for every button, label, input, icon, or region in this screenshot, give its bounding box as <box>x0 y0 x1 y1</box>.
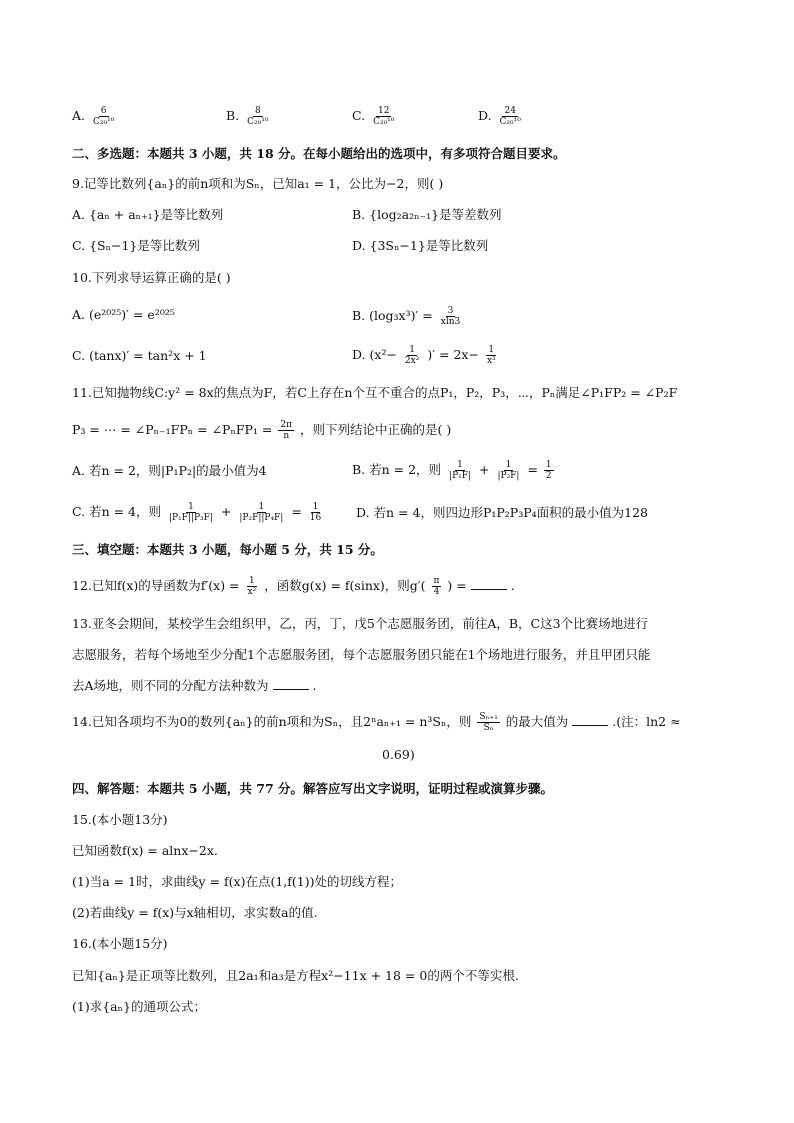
numerator: 12 <box>378 106 390 116</box>
q11-option-b <box>352 460 556 481</box>
q13-line1: 13.亚冬会期间，某校学生会组织甲，乙，丙，丁，戊5个志愿服务团，前往A，B，C这3个比赛场地进行 <box>72 616 649 631</box>
answer-blank[interactable] <box>471 577 507 590</box>
q10-option-a: A. (e²⁰²⁵)′ = e²⁰²⁵ <box>72 307 175 322</box>
option-letter: D. <box>478 108 492 123</box>
q9-option-c: C. {Sₙ−1}是等比数列 <box>72 238 200 253</box>
q14-line1 <box>72 712 681 733</box>
stem-text: .(注：ln2 ≈ <box>612 714 681 729</box>
numerator: 1 <box>457 460 463 470</box>
section-heading-solutions: 四、解答题：本题共 5 小题，共 77 分。解答应写出文字说明，证明过程或演算步骤。 <box>72 781 554 796</box>
stem-text: ，函数g(x) = f(sinx)，则g′( <box>264 578 426 593</box>
fraction <box>167 502 215 523</box>
denominator: C₂₀¹⁰ <box>93 117 115 127</box>
denominator: 4 <box>433 587 440 597</box>
denominator: n <box>283 431 290 441</box>
numerator: 1 <box>488 345 495 355</box>
q11-option-c <box>72 502 325 523</box>
denominator: x² <box>247 587 257 597</box>
option-text: B. 若n = 2，则 <box>352 462 442 477</box>
option-text: D. (x²− <box>352 347 397 362</box>
q9-option-a: A. {aₙ + aₙ₊₁}是等比数列 <box>72 207 224 222</box>
q9-stem: 9.记等比数列{aₙ}的前n项和为Sₙ，已知a₁ = 1，公比为−2，则( ) <box>72 176 444 191</box>
q11-option-a: A. 若n = 2，则|P₁P₂|的最小值为4 <box>72 463 267 478</box>
denominator: |P₁F| <box>449 471 472 481</box>
equals-sign: = <box>527 462 538 477</box>
answer-blank[interactable] <box>273 677 309 690</box>
q10-option-c: C. (tanx)′ = tan²x + 1 <box>72 348 207 363</box>
fraction <box>278 420 294 441</box>
q8-option-b <box>226 106 272 127</box>
denominator: C₂₀¹⁰ <box>373 117 395 127</box>
q16-part1: (1)求{aₙ}的通项公式； <box>72 999 206 1014</box>
denominator: |P₂F||P₄F| <box>239 513 284 523</box>
plus-sign: + <box>220 504 232 519</box>
option-text: B. (log₃x³)′ = <box>352 308 433 323</box>
denominator: Sₙ <box>483 723 494 733</box>
q14-line2: 0.69) <box>382 747 415 762</box>
fraction <box>495 460 521 481</box>
fraction <box>371 106 396 127</box>
numerator: 1 <box>505 460 512 470</box>
fraction <box>544 460 554 481</box>
q9-option-d: D. {3Sₙ−1}是等比数列 <box>352 238 489 253</box>
option-text: )′ = 2x− <box>427 347 479 362</box>
q16-heading: 16.(本小题15分) <box>72 936 168 951</box>
q11-option-d: D. 若n = 4，则四边形P₁P₂P₃P₄面积的最小值为128 <box>356 505 648 520</box>
stem-text: 去A场地，则不同的分配方法种数为 <box>72 678 269 693</box>
fraction <box>91 106 116 127</box>
denominator: C₂₀¹⁰ <box>499 117 521 127</box>
numerator: π <box>433 576 440 586</box>
q8-option-a <box>72 106 118 127</box>
denominator: xln3 <box>440 317 461 327</box>
fraction <box>246 576 259 597</box>
numerator: 1 <box>248 576 255 586</box>
plus-sign: + <box>479 462 490 477</box>
fraction <box>403 345 421 366</box>
numerator: 1 <box>188 502 194 512</box>
numerator: 24 <box>504 106 516 116</box>
q11-stem-line1: 11.已知抛物线C:y² = 8x的焦点为F，若C上存在n个互不重合的点P₁，P₂，P₃，⋯，Pₙ满足∠P₁FP₂ = ∠P₂F <box>72 385 678 400</box>
numerator: 1 <box>312 502 319 512</box>
fraction <box>432 576 442 597</box>
stem-text: 12.已知f(x)的导函数为f′(x) = <box>72 578 240 593</box>
q13-line3 <box>72 677 316 695</box>
stem-text: ，则下列结论中正确的是( ) <box>300 422 452 437</box>
denominator: 16 <box>309 513 322 523</box>
equals-sign: = <box>291 504 302 519</box>
option-letter: C. <box>352 108 366 123</box>
answer-blank[interactable] <box>572 713 608 726</box>
numerator: 1 <box>545 460 552 470</box>
stem-text: . <box>312 678 317 693</box>
numerator: Sₙ₊₁ <box>479 712 498 722</box>
q13-line2: 志愿服务，若每个场地至少分配1个志愿服务团，每个志愿服务团只能在1个场地进行服务，并且甲团只能 <box>72 647 651 662</box>
fraction <box>439 306 462 327</box>
option-letter: A. <box>72 108 86 123</box>
q10-stem: 10.下列求导运算正确的是( ) <box>72 270 231 285</box>
fraction <box>485 345 498 366</box>
numerator: 6 <box>100 106 107 116</box>
section-heading-multi-choice: 二、多选题：本题共 3 小题，共 18 分。在每小题给出的选项中，有多项符合题目要求。 <box>72 146 566 161</box>
q10-option-d <box>352 345 500 366</box>
q15-heading: 15.(本小题13分) <box>72 812 168 827</box>
q10-option-b <box>352 306 464 327</box>
stem-text: . <box>510 578 515 593</box>
numerator: 8 <box>254 106 261 116</box>
denominator: |P₁F||P₃F| <box>168 513 213 523</box>
fraction <box>447 460 473 481</box>
fraction <box>237 502 285 523</box>
stem-text: 的最大值为 <box>505 714 569 729</box>
stem-text: ) = <box>447 578 467 593</box>
numerator: 2π <box>280 420 293 430</box>
q9-option-b: B. {log₂a₂ₙ₋₁}是等差数列 <box>352 207 502 222</box>
q8-option-c <box>352 106 398 127</box>
option-letter: B. <box>226 108 240 123</box>
fraction <box>308 502 323 523</box>
denominator: x³ <box>486 356 496 366</box>
denominator: 2 <box>545 471 552 481</box>
fraction <box>245 106 270 127</box>
q11-stem-line2 <box>72 420 451 441</box>
denominator: 2x² <box>404 356 420 366</box>
q12-stem <box>72 576 515 597</box>
stem-text: P₃ = ⋯ = ∠Pₙ₋₁FPₙ = ∠PₙFP₁ = <box>72 422 273 437</box>
denominator: C₂₀¹⁰ <box>247 117 269 127</box>
q15-part2: (2)若曲线y = f(x)与x轴相切，求实数a的值. <box>72 905 318 920</box>
option-text: C. 若n = 4，则 <box>72 504 161 519</box>
q15-line1: 已知函数f(x) = alnx−2x. <box>72 843 218 858</box>
q8-option-d <box>478 106 525 127</box>
numerator: 1 <box>258 502 265 512</box>
q15-part1: (1)当a = 1时，求曲线y = f(x)在点(1,f(1))处的切线方程； <box>72 874 402 889</box>
numerator: 3 <box>447 306 454 316</box>
section-heading-fill-in: 三、填空题：本题共 3 小题，每小题 5 分，共 15 分。 <box>72 542 383 557</box>
stem-text: 14.已知各项均不为0的数列{aₙ}的前n项和为Sₙ，且2ⁿaₙ₊₁ = n³Sₙ，则 <box>72 714 472 729</box>
numerator: 1 <box>409 345 415 355</box>
fraction <box>498 106 523 127</box>
q16-line1: 已知{aₙ}是正项等比数列，且2a₁和a₃是方程x²−11x + 18 = 0的两个不等实根. <box>72 968 519 983</box>
fraction <box>477 712 499 733</box>
denominator: |P₂F| <box>497 471 520 481</box>
